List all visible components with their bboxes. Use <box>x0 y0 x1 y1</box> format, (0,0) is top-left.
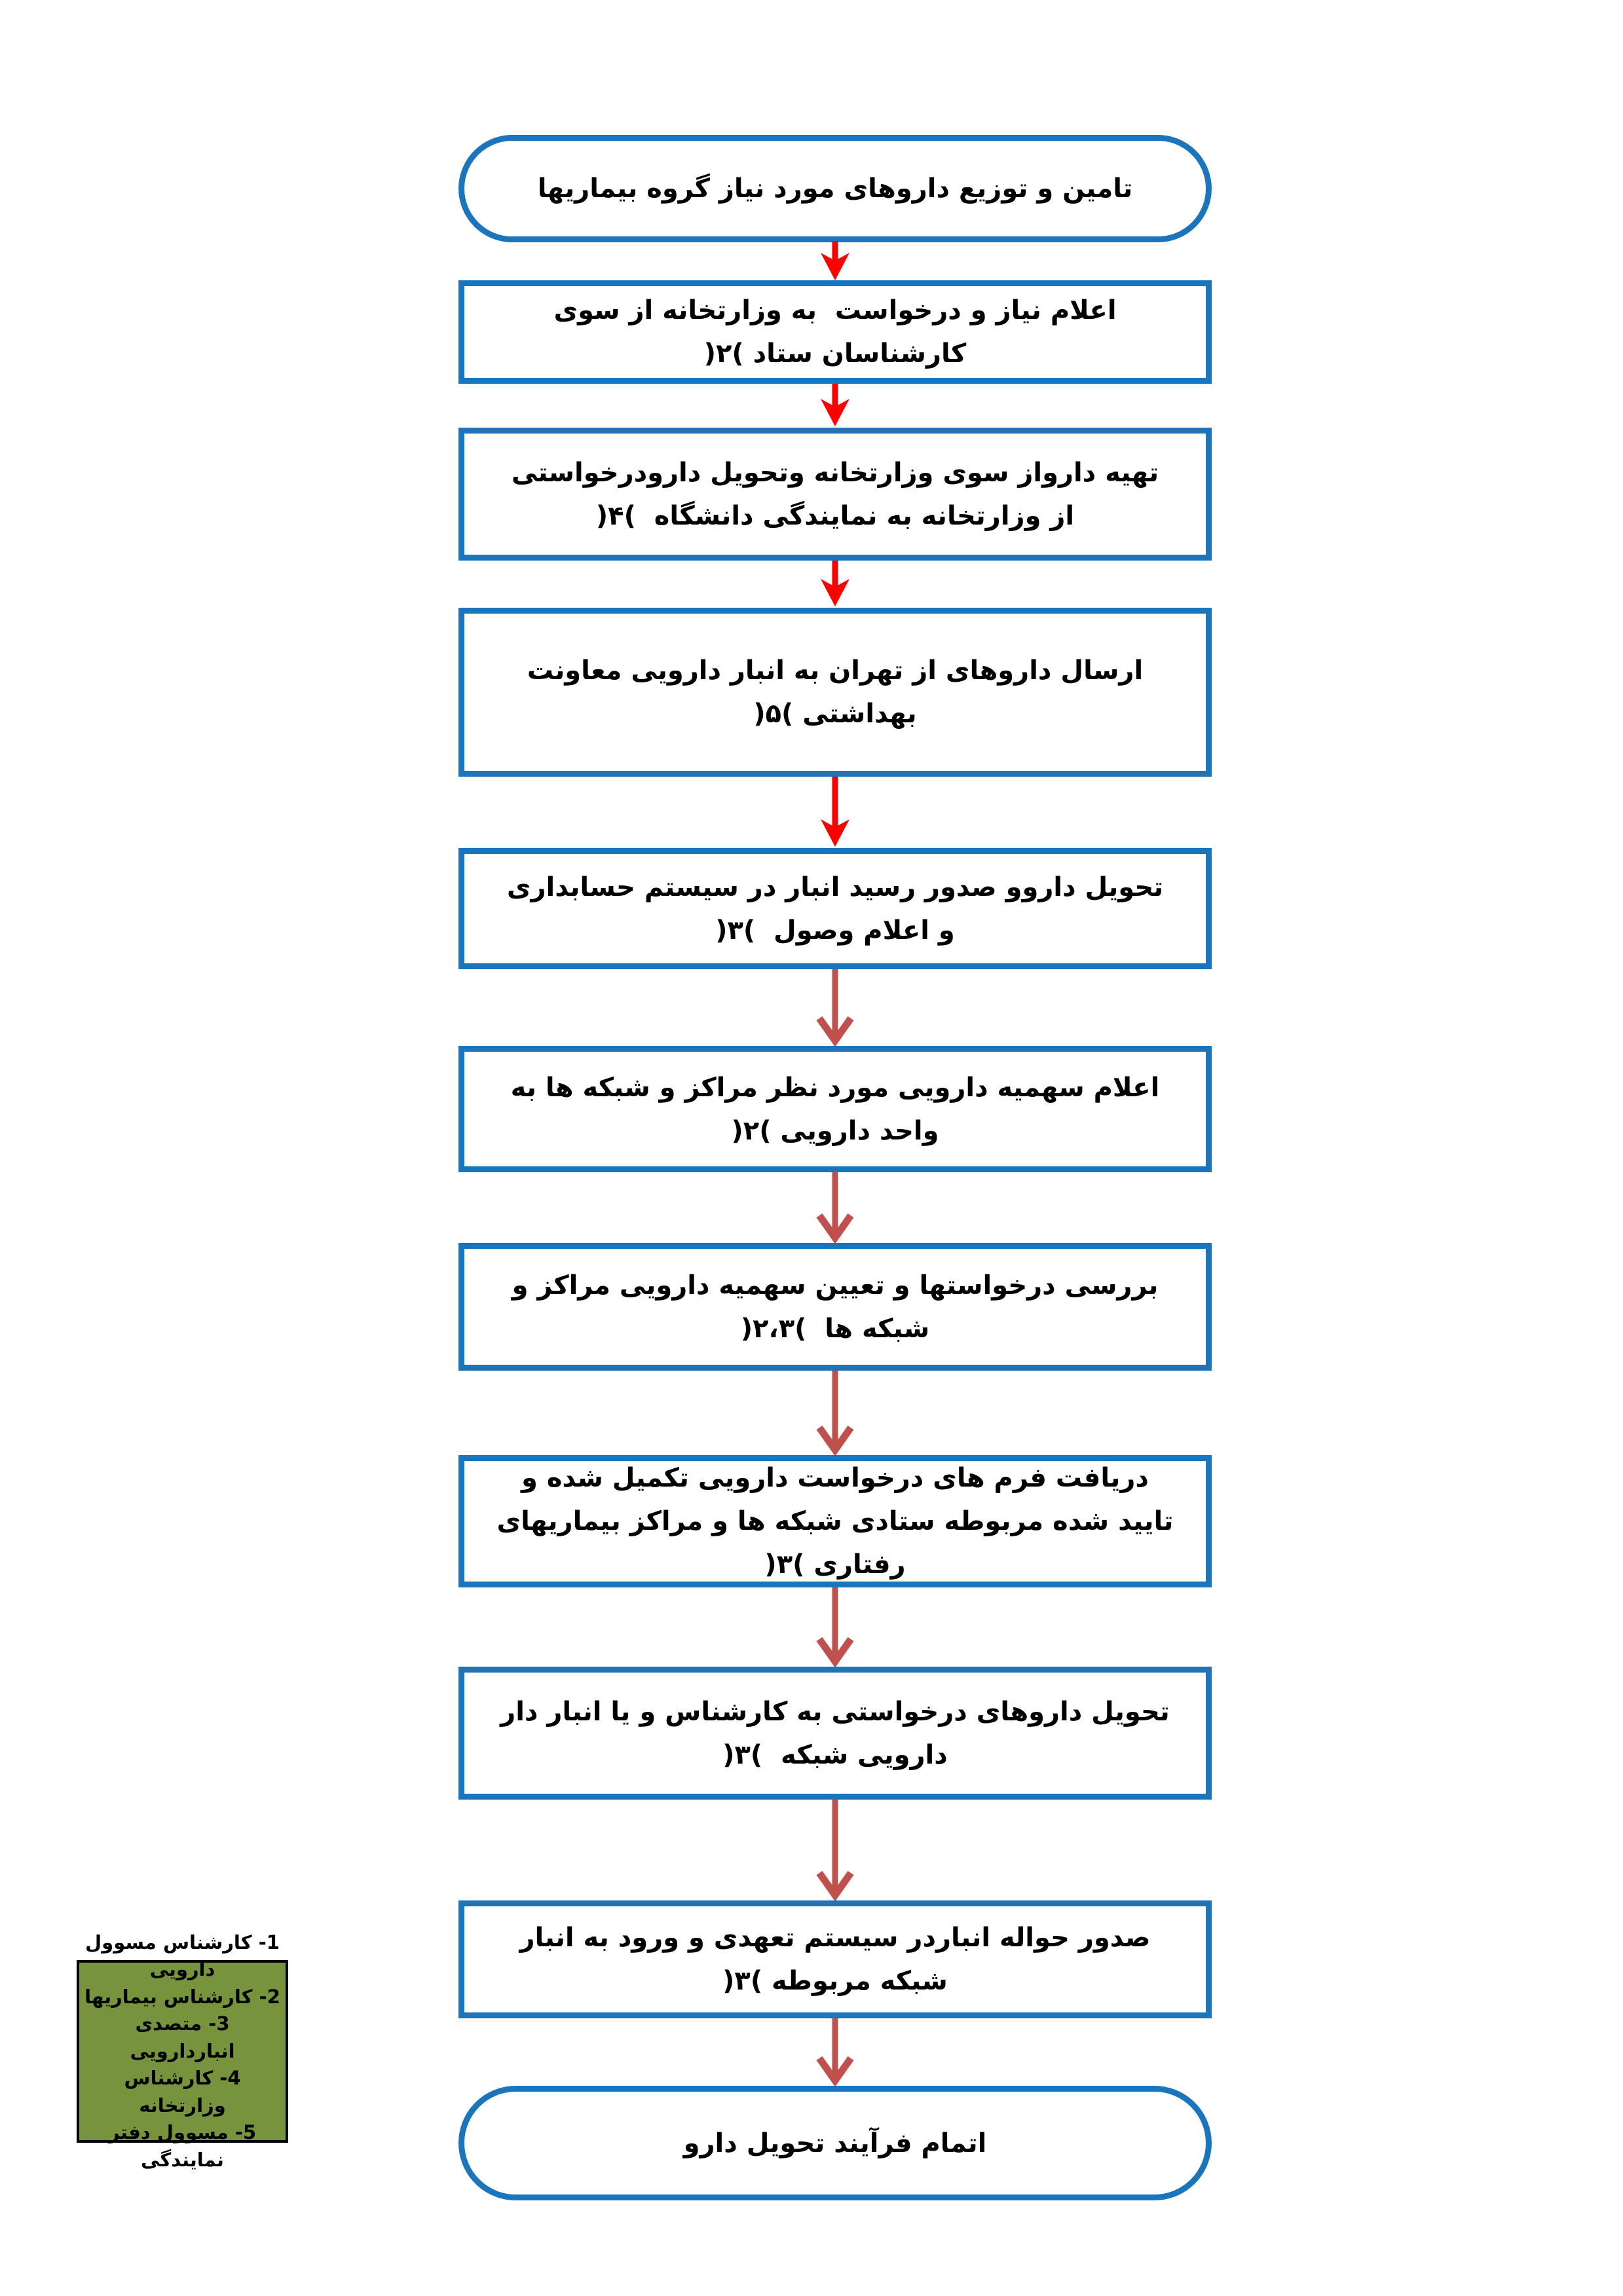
process-box-8 <box>458 1667 1212 1800</box>
legend-item-1: 1- کارشناس مسوول دارویی <box>78 1931 280 1981</box>
arrow-down-icon <box>812 777 858 848</box>
process-label: اعلام نیاز و درخواست به وزارتخانه از سوی کارشناسان ستاد )۲( <box>544 295 1117 369</box>
arrow-down-icon <box>812 969 858 1046</box>
process-box-2 <box>458 428 1212 561</box>
arrow-down-icon <box>812 1800 858 1900</box>
process-box-6 <box>458 1243 1212 1371</box>
legend-item-2: 2- کارشناس بیماریها <box>84 1985 280 2008</box>
legend-item-4: 4- کارشناس وزارتخانه <box>117 2067 241 2117</box>
arrow-down-icon <box>812 2018 858 2086</box>
start-label: تامین و توزیع داروهای مورد نیاز گروه بیماریها <box>537 174 1133 204</box>
process-box-1 <box>458 280 1212 384</box>
process-label: بررسی درخواستها و تعیین سهمیه دارویی مراکز و شبکه ها )۲،۳( <box>502 1270 1159 1344</box>
arrow-down-icon <box>812 1371 858 1455</box>
end-terminator <box>458 2086 1212 2200</box>
arrow-down-icon <box>812 1587 858 1667</box>
legend-item-5: 5- مسوول دفتر نمایندگی <box>102 2121 256 2171</box>
end-label: اتمام فرآیند تحویل دارو <box>683 2128 987 2158</box>
arrow-down-icon <box>812 384 858 428</box>
process-box-3 <box>458 608 1212 777</box>
legend-item-3: 3- متصدی انباردارویی <box>128 2012 235 2062</box>
process-label: اعلام سهمیه دارویی مورد نظر مراکز و شبکه ها به واحد دارویی )۲( <box>501 1072 1160 1146</box>
legend <box>77 1931 288 2171</box>
arrow-down-icon <box>812 561 858 608</box>
process-label: تحویل داروهای درخواستی به کارشناس و یا انبار دار دارویی شبکه )۳( <box>491 1696 1170 1770</box>
process-box-9 <box>458 1900 1212 2018</box>
start-terminator <box>458 135 1212 242</box>
arrow-down-icon <box>812 1172 858 1243</box>
process-label: تحویل داروو صدور رسید انبار در سیستم حسابداری و اعلام وصول )۳( <box>488 872 1164 946</box>
process-box-4 <box>458 848 1212 969</box>
process-box-7 <box>458 1455 1212 1587</box>
process-label: صدور حواله انباردر سیستم تعهدی و ورود به انبار شبکه مربوطه )۳( <box>501 1923 1151 1996</box>
process-label: تهیه دارواز سوی وزارتخانه وتحویل دارودرخواستی از وزارتخانه به نمایندگی دانشگاه )۴( <box>502 457 1159 531</box>
process-box-5 <box>458 1046 1212 1172</box>
process-label: دریافت فرم های درخواست دارویی تکمیل شده و تایید شده مربوطه ستادی شبکه ها و مراکز بیماریهای رفتاری )۳( <box>487 1463 1174 1580</box>
arrow-down-icon <box>812 241 858 282</box>
process-label: ارسال داروهای از تهران به انبار دارویی معاونت بهداشتی )۵( <box>517 656 1144 729</box>
